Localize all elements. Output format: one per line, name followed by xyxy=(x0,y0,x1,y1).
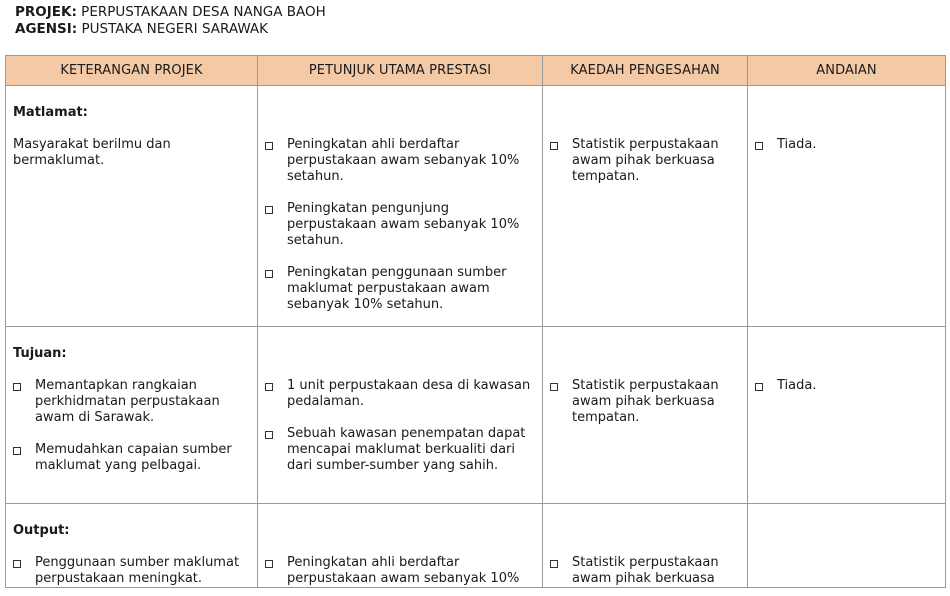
checkbox-bullet-icon xyxy=(550,383,558,391)
row-heading: Matlamat: xyxy=(13,105,88,120)
cell-keterangan xyxy=(6,86,258,327)
list-item: Memudahkan capaian sumber maklumat yang pelbagai. xyxy=(13,442,249,474)
checkbox-bullet-icon xyxy=(550,142,558,150)
cell-andaian xyxy=(748,86,946,327)
table-row-matlamat xyxy=(6,86,946,327)
agency-label: AGENSI: xyxy=(15,21,78,37)
cell-andaian xyxy=(748,327,946,504)
checkbox-bullet-icon xyxy=(13,447,21,455)
cell-andaian xyxy=(748,504,946,588)
list-item: Tiada. xyxy=(755,137,937,153)
list-item: Sebuah kawasan penempatan dapat mencapai maklumat berkualiti dari dari sumber-sumber yang sahih. xyxy=(265,426,534,474)
checkbox-bullet-icon xyxy=(13,383,21,391)
list-item: Peningkatan ahli berdaftar perpustakaan awam sebanyak 10% xyxy=(265,555,534,587)
agency-line xyxy=(15,21,326,38)
column-header-kaedah: KAEDAH PENGESAHAN xyxy=(543,56,748,86)
column-header-petunjuk: PETUNJUK UTAMA PRESTASI xyxy=(258,56,543,86)
table-header-row xyxy=(6,56,946,86)
cell-kaedah xyxy=(543,86,748,327)
checkbox-bullet-icon xyxy=(265,142,273,150)
list-item: Statistik perpustakaan awam pihak berkuasa xyxy=(550,555,739,587)
table-row-output xyxy=(6,504,946,588)
list-item: Statistik perpustakaan awam pihak berkuasa tempatan. xyxy=(550,378,739,426)
checkbox-bullet-icon xyxy=(265,206,273,214)
checkbox-bullet-icon xyxy=(265,383,273,391)
logical-framework-table xyxy=(5,55,946,588)
column-header-andaian: ANDAIAN xyxy=(748,56,946,86)
list-item: Statistik perpustakaan awam pihak berkuasa tempatan. xyxy=(550,137,739,185)
cell-keterangan xyxy=(6,504,258,588)
cell-petunjuk xyxy=(258,86,543,327)
agency-name: PUSTAKA NEGERI SARAWAK xyxy=(81,21,269,37)
row-heading: Tujuan: xyxy=(13,346,67,361)
cell-petunjuk xyxy=(258,327,543,504)
checkbox-bullet-icon xyxy=(13,560,21,568)
row-heading: Output: xyxy=(13,523,70,538)
list-item: Peningkatan ahli berdaftar perpustakaan awam sebanyak 10% setahun. xyxy=(265,137,534,185)
list-item: Penggunaan sumber maklumat perpustakaan meningkat. xyxy=(13,555,249,587)
description-text: Masyarakat berilmu dan bermaklumat. xyxy=(13,137,171,168)
project-name: PERPUSTAKAAN DESA NANGA BAOH xyxy=(81,4,326,20)
cell-keterangan xyxy=(6,327,258,504)
checkbox-bullet-icon xyxy=(755,142,763,150)
document-header xyxy=(15,4,326,38)
list-item: Tiada. xyxy=(755,378,937,394)
project-label: PROJEK: xyxy=(15,4,77,20)
table-row-tujuan xyxy=(6,327,946,504)
checkbox-bullet-icon xyxy=(265,270,273,278)
column-header-keterangan: KETERANGAN PROJEK xyxy=(6,56,258,86)
checkbox-bullet-icon xyxy=(755,383,763,391)
list-item: 1 unit perpustakaan desa di kawasan pedalaman. xyxy=(265,378,534,410)
list-item: Peningkatan penggunaan sumber maklumat perpustakaan awam sebanyak 10% setahun. xyxy=(265,265,534,313)
checkbox-bullet-icon xyxy=(265,560,273,568)
checkbox-bullet-icon xyxy=(265,431,273,439)
cell-kaedah xyxy=(543,504,748,588)
cell-petunjuk xyxy=(258,504,543,588)
project-line xyxy=(15,4,326,21)
list-item: Peningkatan pengunjung perpustakaan awam sebanyak 10% setahun. xyxy=(265,201,534,249)
list-item: Memantapkan rangkaian perkhidmatan perpustakaan awam di Sarawak. xyxy=(13,378,249,426)
checkbox-bullet-icon xyxy=(550,560,558,568)
cell-kaedah xyxy=(543,327,748,504)
